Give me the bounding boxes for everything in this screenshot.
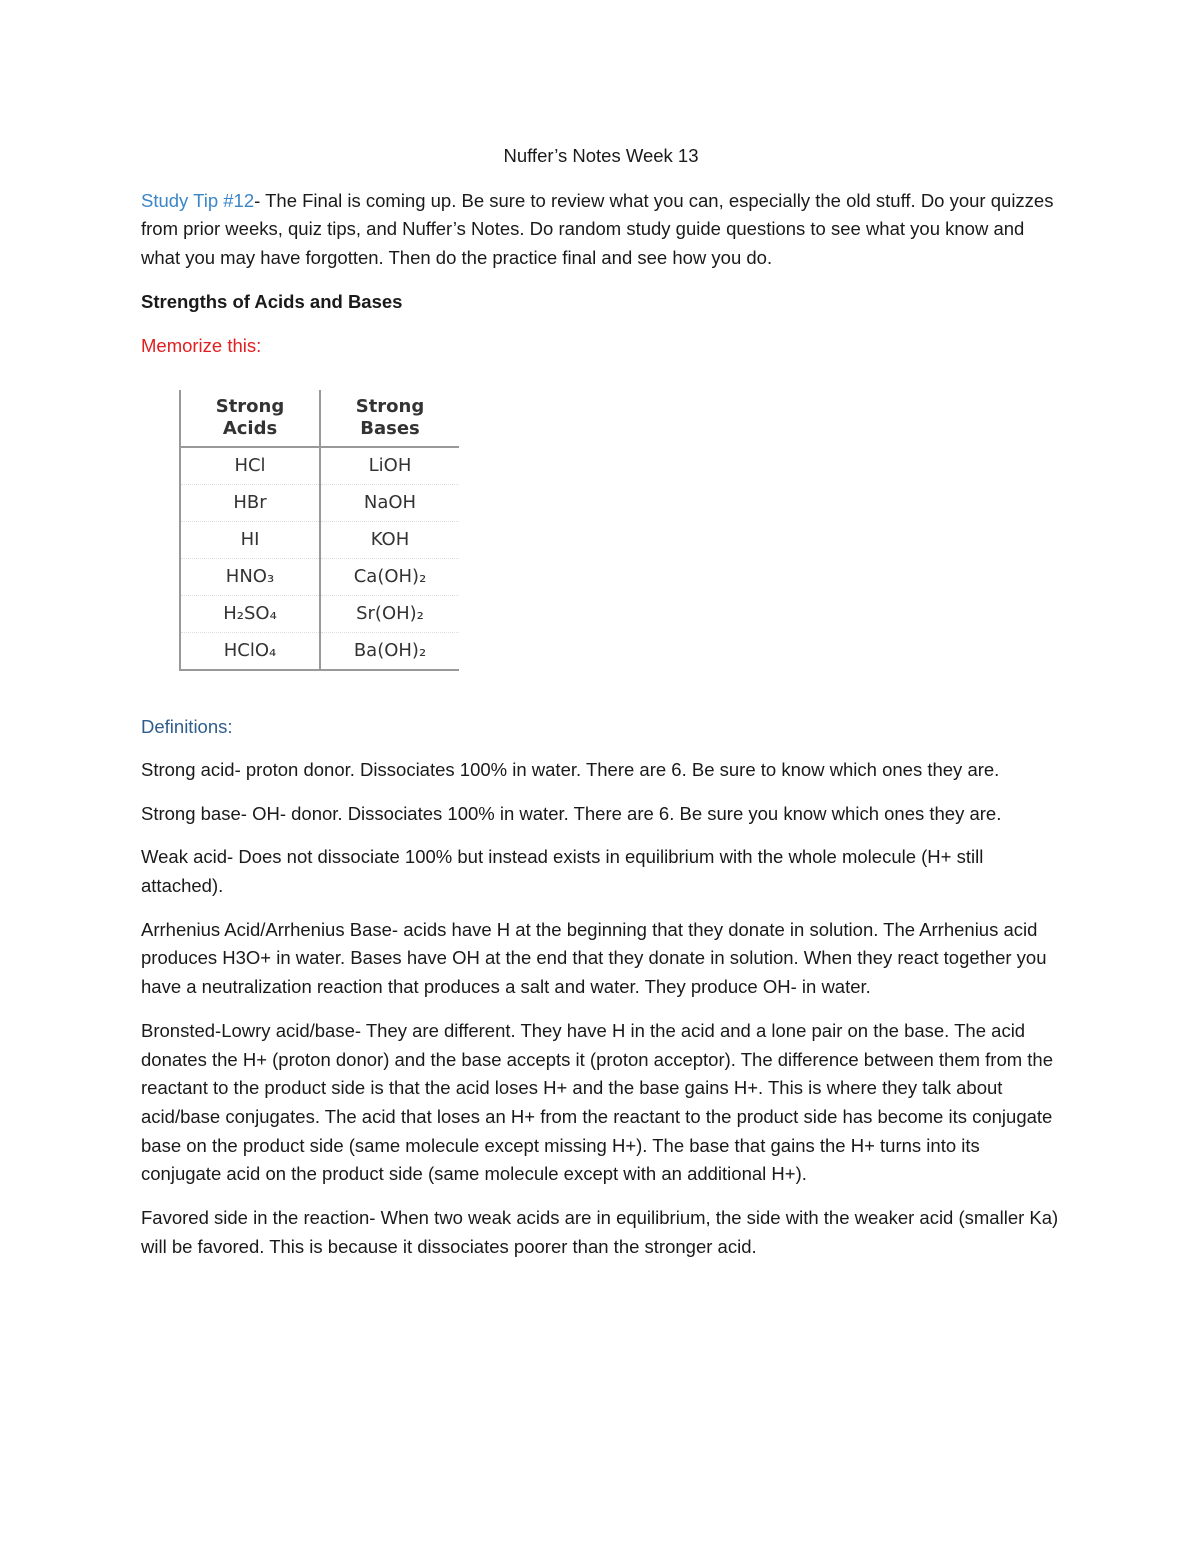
header-strong-bases (320, 390, 459, 447)
memorize-label: Memorize this: (141, 334, 262, 356)
base-cell: Ca(OH)₂ (320, 559, 459, 596)
base-cell: LiOH (320, 447, 459, 485)
base-cell: Sr(OH)₂ (320, 596, 459, 633)
study-tip-text: - The Final is coming up. Be sure to review what you can, especially the old stuff. Do your quizzes from prior weeks, quiz tips, and Nuffer’s Notes. Do random study guide questions to see what you know and what you may have forgotten. Then do the practice final and see how you do. (141, 189, 1054, 269)
document-page (141, 142, 1061, 1276)
header-acids-line2: Acids (222, 418, 278, 440)
definition-favored-side: Favored side in the reaction- When two weak acids are in equilibrium, the side with the weaker acid (smaller Ka) will be favored. This is because it dissociates poorer than the stronger acid. (141, 1207, 1059, 1257)
table-row (180, 596, 459, 633)
table-row (180, 447, 459, 485)
table-row (180, 633, 459, 671)
header-strong-acids (180, 390, 320, 447)
base-cell: Ba(OH)₂ (320, 633, 459, 671)
acid-cell: HNO₃ (180, 559, 320, 596)
acid-base-table (179, 390, 459, 671)
acid-cell: HBr (180, 485, 320, 522)
acid-base-table-container (179, 390, 459, 671)
study-tip-paragraph (141, 187, 1061, 273)
definition-arrhenius: Arrhenius Acid/Arrhenius Base- acids have H at the beginning that they donate in solution. The Arrhenius acid produces H3O+ in water. Bases have OH at the end that they donate in solution. When they react together you have a neutralization reaction that produces a salt and water. They produce OH- in water. (141, 918, 1047, 998)
header-bases-line1: Strong (355, 396, 425, 418)
header-bases-line2: Bases (360, 418, 420, 440)
acid-cell: HCl (180, 447, 320, 485)
acid-cell: H₂SO₄ (180, 596, 320, 633)
section-heading: Strengths of Acids and Bases (141, 290, 403, 312)
table-header-row (180, 390, 459, 447)
document-title: Nuffer’s Notes Week 13 (503, 145, 699, 166)
study-tip-label: Study Tip #12 (141, 189, 255, 211)
definitions-heading: Definitions: (141, 716, 233, 738)
base-cell: KOH (320, 522, 459, 559)
definition-strong-base: Strong base- OH- donor. Dissociates 100% in water. There are 6. Be sure you know which ones they are. (141, 802, 1002, 824)
table-row (180, 485, 459, 522)
definition-strong-acid: Strong acid- proton donor. Dissociates 100% in water. There are 6. Be sure to know which ones they are. (141, 758, 1000, 780)
table-row (180, 522, 459, 559)
acid-cell: HClO₄ (180, 633, 320, 671)
base-cell: NaOH (320, 485, 459, 522)
acid-cell: HI (180, 522, 320, 559)
table-row (180, 559, 459, 596)
header-acids-line1: Strong (215, 396, 285, 418)
definition-bronsted-lowry: Bronsted-Lowry acid/base- They are different. They have H in the acid and a lone pair on the base. The acid donates the H+ (proton donor) and the base accepts it (proton acceptor). The difference between them from the reactant to the product side is that the acid loses H+ and the base gains H+. This is where they talk about acid/base conjugates. The acid that loses an H+ from the reactant to the product side has become its conjugate base on the product side (same molecule except missing H+). The base that gains the H+ turns into its conjugate acid on the product side (same molecule except with an additional H+). (141, 1019, 1054, 1185)
definition-weak-acid: Weak acid- Does not dissociate 100% but instead exists in equilibrium with the whole molecule (H+ still attached). (141, 846, 984, 897)
